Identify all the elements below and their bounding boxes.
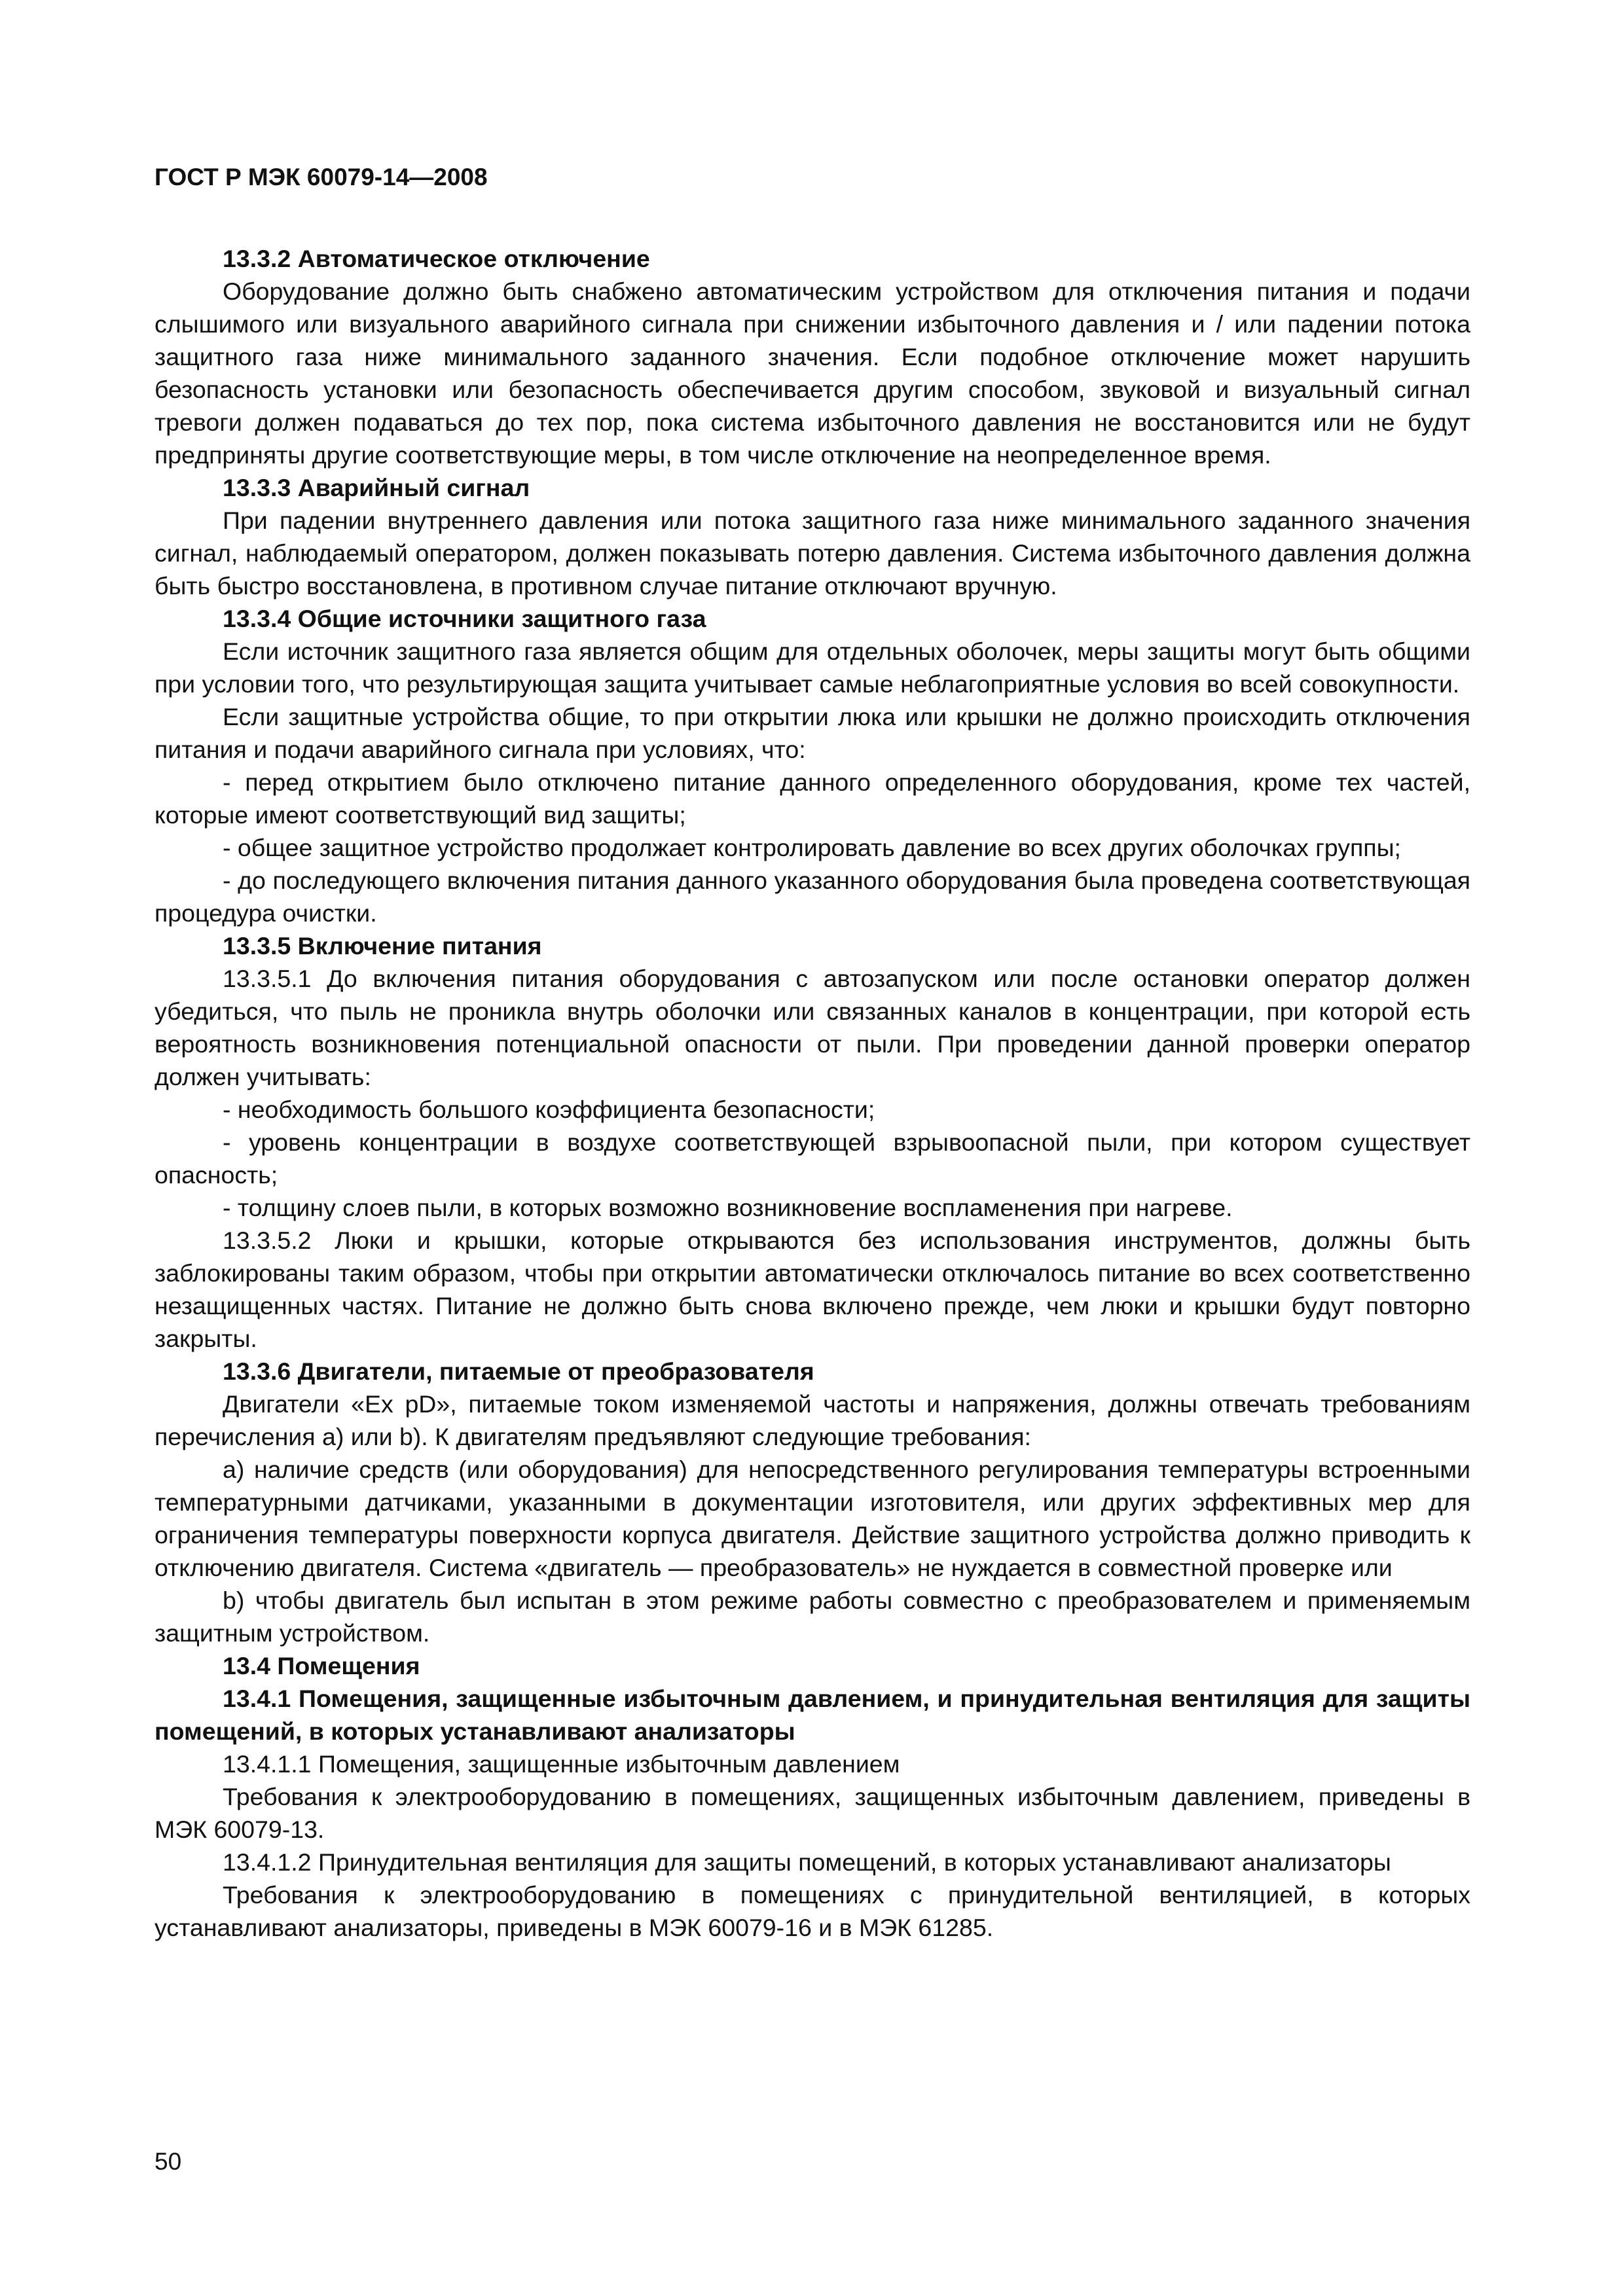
section-heading: 13.4 Помещения — [223, 1652, 420, 1679]
list-item: - необходимость большого коэффициента безопасности; — [223, 1096, 875, 1123]
list-item: a) наличие средств (или оборудования) для непосредственного регулирования температуры встроенными температурными датчиками, указанными в документации изготовителя, или других эффективных мер для ограничения температуры поверхности корпуса двигателя. Действие защитного устройства должно приводить к отключению двигателя. Система «двигатель — преобразователь» не нуждается в совместной проверке или — [155, 1456, 1470, 1581]
paragraph: Двигатели «Ex pD», питаемые током изменяемой частоты и напряжения, должны отвечать требованиям перечисления a) или b). К двигателям предъявляют следующие требования: — [155, 1390, 1470, 1450]
paragraph: Если защитные устройства общие, то при открытии люка или крышки не должно происходить отключения питания и подачи аварийного сигнала при условиях, что: — [155, 703, 1470, 763]
paragraph: 13.4.1.1 Помещения, защищенные избыточным давлением — [223, 1750, 900, 1778]
paragraph: Оборудование должно быть снабжено автоматическим устройством для отключения питания и подачи слышимого или визуального аварийного сигнала при снижении избыточного давления и / или падении потока защитного газа ниже минимального заданного значения. Если подобное отключение может нарушить безопасность установки или безопасность обеспечивается другим способом, звуковой и визуальный сигнал тревоги должен подаваться до тех пор, пока система избыточного давления не восстановится или не будут предприняты другие соответствующие меры, в том числе отключение на неопределенное время. — [155, 278, 1470, 469]
list-item: - до последующего включения питания данного указанного оборудования была проведена соответствующая процедура очистки. — [155, 867, 1470, 927]
document-header: ГОСТ Р МЭК 60079-14—2008 — [155, 164, 488, 190]
section-heading: 13.3.4 Общие источники защитного газа — [223, 605, 706, 632]
list-item: b) чтобы двигатель был испытан в этом режиме работы совместно с преобразователем и применяемым защитным устройством. — [155, 1587, 1470, 1647]
section-heading: 13.3.5 Включение питания — [223, 932, 542, 960]
paragraph: 13.3.5.2 Люки и крышки, которые открываются без использования инструментов, должны быть заблокированы таким образом, чтобы при открытии автоматически отключалось питание во всех соответственно незащищенных частях. Питание не должно быть снова включено прежде, чем люки и крышки будут повторно закрыты. — [155, 1227, 1470, 1352]
section-heading: 13.4.1 Помещения, защищенные избыточным давлением, и принудительная вентиляция для защиты помещений, в которых устанавливают анализаторы — [155, 1685, 1470, 1745]
paragraph: При падении внутреннего давления или потока защитного газа ниже минимального заданного значения сигнал, наблюдаемый оператором, должен показывать потерю давления. Система избыточного давления должна быть быстро восстановлена, в противном случае питание отключают вручную. — [155, 507, 1470, 600]
list-item: - перед открытием было отключено питание данного определенного оборудования, кроме тех частей, которые имеют соответствующий вид защиты; — [155, 768, 1470, 829]
paragraph: 13.4.1.2 Принудительная вентиляция для защиты помещений, в которых устанавливают анализаторы — [223, 1848, 1391, 1876]
section-heading: 13.3.2 Автоматическое отключение — [223, 245, 650, 272]
section-heading: 13.3.6 Двигатели, питаемые от преобразователя — [223, 1357, 814, 1385]
paragraph: Требования к электрооборудованию в помещениях с принудительной вентиляцией, в которых устанавливают анализаторы, приведены в МЭК 60079-16 и в МЭК 61285. — [155, 1881, 1470, 1941]
list-item: - уровень концентрации в воздухе соответствующей взрывоопасной пыли, при котором существует опасность; — [155, 1128, 1470, 1189]
section-heading: 13.3.3 Аварийный сигнал — [223, 474, 530, 501]
list-item: - общее защитное устройство продолжает контролировать давление во всех других оболочках группы; — [223, 834, 1401, 861]
paragraph: 13.3.5.1 До включения питания оборудования с автозапуском или после остановки оператор должен убедиться, что пыль не проникла внутрь оболочки или связанных каналов в концентрации, при которой есть вероятность возникновения потенциальной опасности от пыли. При проведении данной проверки оператор должен учитывать: — [155, 965, 1470, 1090]
list-item: - толщину слоев пыли, в которых возможно возникновение воспламенения при нагреве. — [223, 1194, 1233, 1221]
page-number: 50 — [155, 2148, 182, 2175]
document-body — [155, 242, 1470, 1944]
paragraph: Если источник защитного газа является общим для отдельных оболочек, меры защиты могут быть общими при условии того, что результирующая защита учитывает самые неблагоприятные условия во всей совокупности. — [155, 637, 1470, 698]
paragraph: Требования к электрооборудованию в помещениях, защищенных избыточным давлением, приведены в МЭК 60079-13. — [155, 1783, 1470, 1843]
